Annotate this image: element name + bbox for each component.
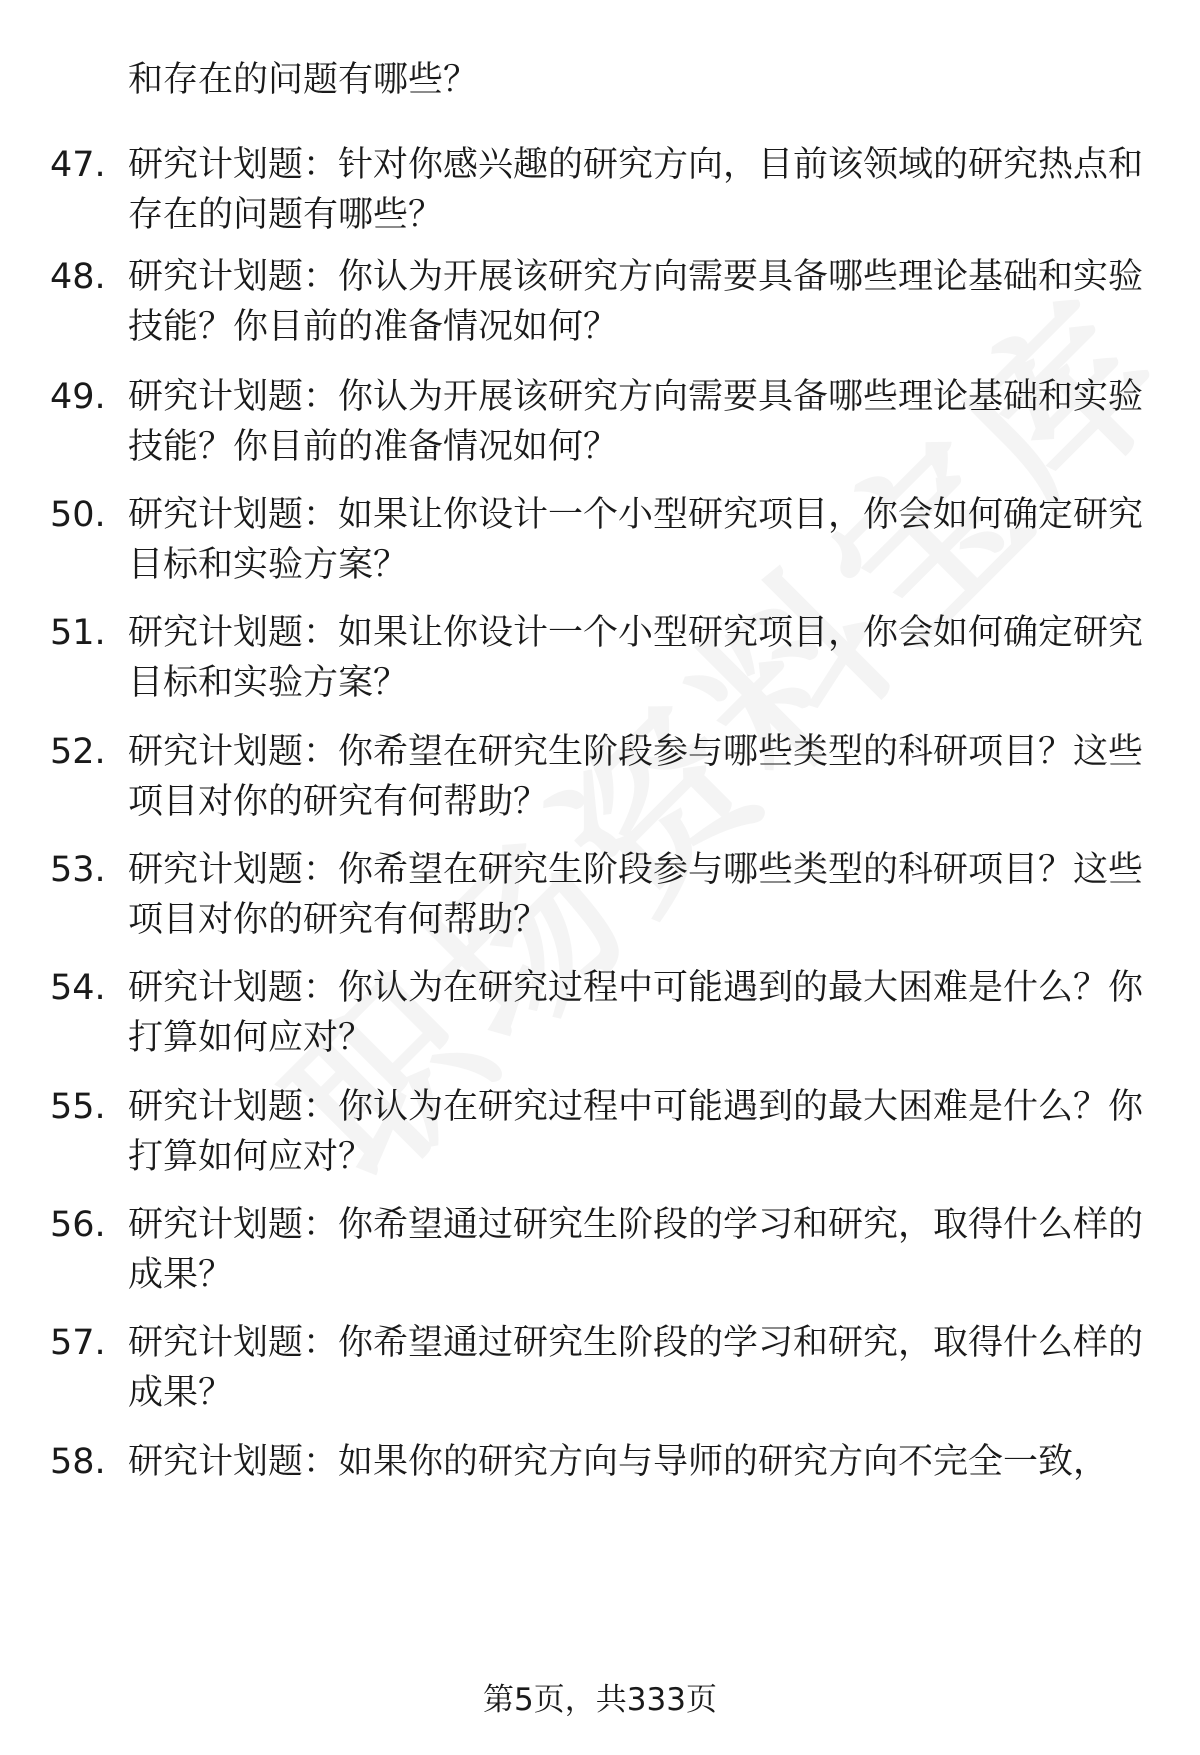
list-item	[50, 140, 1145, 240]
item-number: 54.	[50, 968, 106, 1008]
list-item	[50, 1082, 1145, 1182]
item-text: 研究计划题：你认为在研究过程中可能遇到的最大困难是什么？你打算如何应对？	[128, 968, 1144, 1058]
list-item	[50, 372, 1145, 472]
item-text: 研究计划题：如果让你设计一个小型研究项目，你会如何确定研究目标和实验方案？	[128, 495, 1144, 585]
item-text: 研究计划题：你认为开展该研究方向需要具备哪些理论基础和实验技能？你目前的准备情况如何？	[128, 257, 1144, 347]
item-number: 52.	[50, 732, 106, 772]
item-number: 47.	[50, 145, 106, 185]
item-text: 研究计划题：你认为在研究过程中可能遇到的最大困难是什么？你打算如何应对？	[128, 1087, 1144, 1177]
list-item	[50, 845, 1145, 945]
list-item	[50, 490, 1145, 590]
item-number: 58.	[50, 1442, 106, 1482]
item-text: 研究计划题：你希望通过研究生阶段的学习和研究，取得什么样的成果？	[128, 1323, 1144, 1413]
item-number: 49.	[50, 377, 106, 417]
list-item	[50, 963, 1145, 1063]
item-number: 55.	[50, 1087, 106, 1127]
item-text: 研究计划题：你希望在研究生阶段参与哪些类型的科研项目？这些项目对你的研究有何帮助？	[128, 732, 1144, 822]
list-item	[50, 727, 1145, 827]
item-number: 56.	[50, 1205, 106, 1245]
item-number: 57.	[50, 1323, 106, 1363]
item-text: 研究计划题：如果让你设计一个小型研究项目，你会如何确定研究目标和实验方案？	[128, 613, 1144, 703]
item-text: 研究计划题：针对你感兴趣的研究方向，目前该领域的研究热点和存在的问题有哪些？	[128, 145, 1144, 235]
list-item	[50, 1200, 1145, 1300]
item-number: 48.	[50, 257, 106, 297]
list-item	[50, 1318, 1145, 1418]
item-text: 研究计划题：你希望通过研究生阶段的学习和研究，取得什么样的成果？	[128, 1205, 1144, 1295]
list-item	[50, 252, 1145, 352]
page-footer: 第5页，共333页	[483, 1682, 717, 1718]
list-item	[50, 608, 1145, 708]
item-text: 研究计划题：如果你的研究方向与导师的研究方向不完全一致，	[128, 1442, 1109, 1482]
item-number: 51.	[50, 613, 106, 653]
item-text: 研究计划题：你认为开展该研究方向需要具备哪些理论基础和实验技能？你目前的准备情况如何？	[128, 377, 1144, 467]
list-item	[50, 1437, 1145, 1487]
item-text: 研究计划题：你希望在研究生阶段参与哪些类型的科研项目？这些项目对你的研究有何帮助？	[128, 850, 1144, 940]
continuation-line: 和存在的问题有哪些？	[128, 60, 479, 100]
item-number: 53.	[50, 850, 106, 890]
item-number: 50.	[50, 495, 106, 535]
